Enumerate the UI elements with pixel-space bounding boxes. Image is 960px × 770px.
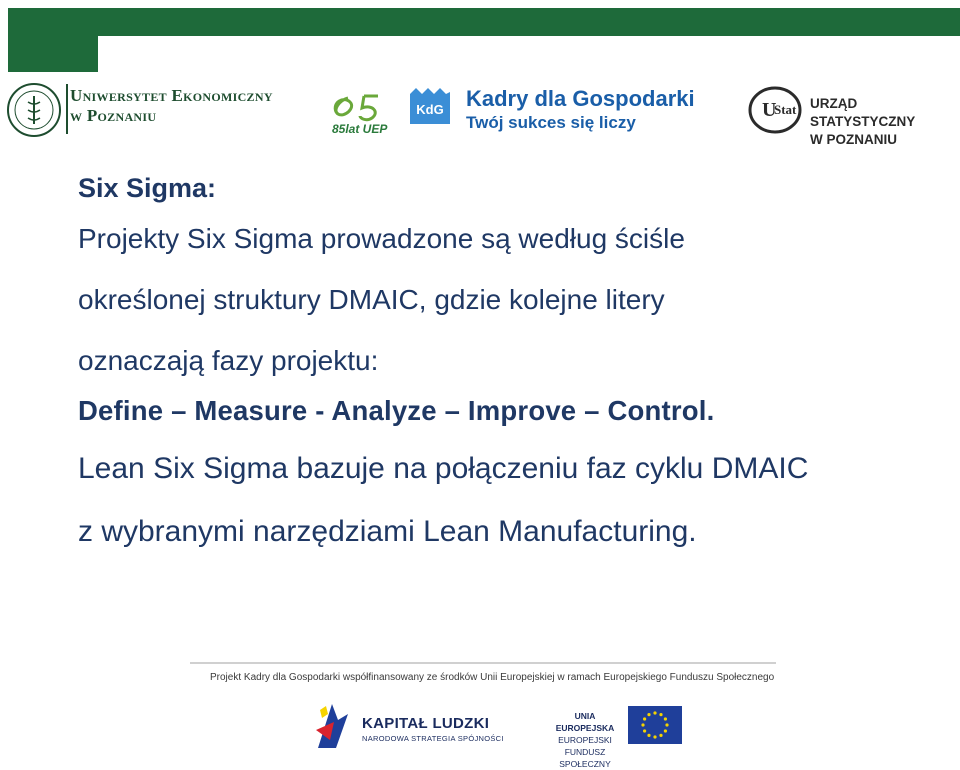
paragraph-line-1: Projekty Six Sigma prowadzone są według ściśle [78, 223, 685, 254]
slide-body [78, 168, 930, 563]
us-line2: W POZNANIU [810, 132, 897, 147]
uep-line1: Uniwersytet Ekonomiczny [70, 86, 273, 105]
svg-text:Stat: Stat [774, 102, 797, 117]
us-line1: URZĄD STATYSTYCZNY [810, 96, 916, 129]
lean-line-2: z wybranymi narzędziami Lean Manufacturing. [78, 515, 697, 548]
eu-label [546, 710, 624, 770]
kdg-subtitle: Twój sukces się liczy [466, 113, 636, 132]
us-name [810, 95, 960, 149]
eu-line2: EUROPEJSKI [558, 735, 612, 745]
kapital-ludzki-title: KAPITAŁ LUDZKI [362, 715, 490, 732]
kdg-title: Kadry dla Gospodarki [466, 86, 695, 111]
uep-line2: w Poznaniu [70, 106, 157, 125]
kdg-logo-icon [406, 84, 454, 132]
uep-seal-icon [6, 82, 62, 138]
paragraph-line-2: określonej struktury DMAIC, gdzie kolejne litery [78, 284, 665, 315]
footer-note: Projekt Kadry dla Gospodarki współfinansowany ze środków Unii Europejskiej w ramach Europejskiego Funduszu Społecznego [210, 672, 775, 683]
eu-flag-icon [628, 706, 682, 744]
slide-heading: Six Sigma: [78, 173, 217, 203]
eu-line3: FUNDUSZ SPOŁECZNY [559, 747, 611, 769]
lean-line-1: Lean Six Sigma bazuje na połączeniu faz cyklu DMAIC [78, 452, 809, 485]
svg-text:KdG: KdG [416, 102, 444, 117]
svg-text:U: U [762, 99, 777, 121]
footer-divider [190, 662, 776, 664]
anniversary-label: 85lat UEP [332, 122, 388, 136]
paragraph-line-3: oznaczają fazy projektu: [78, 345, 379, 376]
us-logo-icon [748, 86, 802, 134]
eu-line1: UNIA EUROPEJSKA [555, 711, 615, 733]
kapital-ludzki-icon [312, 700, 354, 752]
kapital-ludzki-subtitle: NARODOWA STRATEGIA SPÓJNOŚCI [362, 734, 504, 743]
header-bar [8, 8, 960, 72]
uep-divider [66, 84, 68, 134]
dmaic-phases: Define – Measure - Analyze – Improve – Control. [78, 395, 715, 426]
uep-name [70, 86, 273, 126]
